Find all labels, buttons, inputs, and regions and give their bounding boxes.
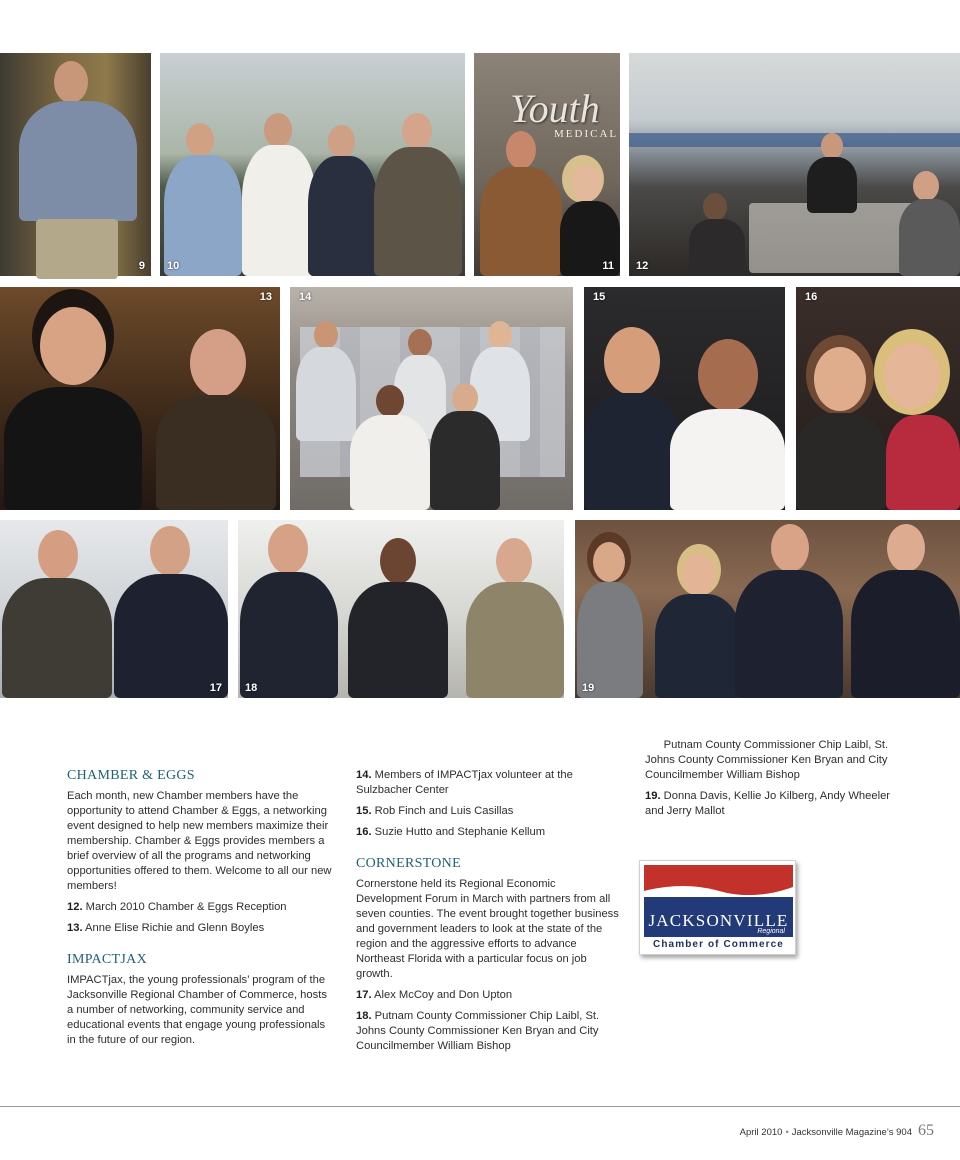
photo-number: 15 bbox=[593, 291, 606, 303]
page-footer bbox=[740, 1122, 934, 1140]
caption-13: 13. Anne Elise Richie and Glenn Boyles bbox=[67, 922, 265, 934]
photo-number: 19 bbox=[582, 682, 595, 694]
impactjax-body: IMPACTjax, the young professionals’ program of the Jacksonville Regional Chamber of Commerce, hosts a number of networking, community service and educational events that engage young professionals in the future of our region. bbox=[67, 974, 327, 1046]
photo-12 bbox=[629, 53, 960, 276]
cornerstone-body: Cornerstone held its Regional Economic Development Forum in March with partners from all seven counties. The event brought together business and government leaders to look at the state of the region and the aggressive efforts to advance Northeast Florida with a particular focus on job growth. bbox=[356, 878, 619, 980]
caption-14: 14. Members of IMPACTjax volunteer at the Sulzbacher Center bbox=[356, 769, 573, 796]
photo-number: 17 bbox=[209, 682, 222, 694]
caption-17: 17. Alex McCoy and Don Upton bbox=[356, 989, 513, 1001]
logo-title: JACKSONVILLE bbox=[648, 911, 789, 930]
section-heading-impactjax: IMPACTJAX bbox=[67, 952, 147, 967]
text-column-3 bbox=[645, 739, 910, 825]
caption-15: 15. Rob Finch and Luis Casillas bbox=[356, 805, 514, 817]
photo-11 bbox=[474, 53, 620, 276]
photo-17 bbox=[0, 520, 228, 698]
photo-number: 12 bbox=[636, 260, 649, 272]
medical-sign-text: MEDICAL bbox=[554, 128, 619, 140]
photo-9 bbox=[0, 53, 151, 276]
text-column-1 bbox=[67, 768, 332, 1054]
caption-19: 19. Donna Davis, Kellie Jo Kilberg, Andy Wheeler and Jerry Mallot bbox=[645, 790, 891, 817]
section-heading-chamber-eggs: CHAMBER & EGGS bbox=[67, 768, 195, 783]
logo-regional: Regional bbox=[757, 928, 785, 935]
caption-18: 18. Putnam County Commissioner Chip Laibl, St. Johns County Commissioner Ken Bryan and City Councilmember William Bishop bbox=[356, 1010, 600, 1052]
photo-13 bbox=[0, 287, 280, 510]
caption-12: 12. March 2010 Chamber & Eggs Reception bbox=[67, 901, 287, 913]
photo-number: 11 bbox=[602, 260, 614, 272]
logo-subtitle: Chamber of Commerce bbox=[653, 939, 784, 950]
photo-10 bbox=[160, 53, 465, 276]
photo-number: 16 bbox=[805, 291, 818, 303]
photo-number: 14 bbox=[299, 291, 312, 303]
photo-number: 9 bbox=[138, 260, 145, 272]
caption-18-continued: Putnam County Commissioner Chip Laibl, St. Johns County Commissioner Ken Bryan and City Councilmember William Bishop bbox=[645, 739, 889, 781]
chamber-eggs-body: Each month, new Chamber members have the opportunity to attend Chamber & Eggs, a networking event designed to help new members maximize their membership. Chamber & Eggs provides members a brief overview of all the programs and networking opportunities offered to them. Welcome to all our new members! bbox=[67, 790, 332, 892]
jacksonville-chamber-logo bbox=[639, 860, 796, 955]
photo-number: 10 bbox=[167, 260, 180, 272]
footer-separator: • bbox=[785, 1127, 789, 1138]
text-column-2 bbox=[356, 768, 621, 1052]
photo-14 bbox=[290, 287, 573, 510]
photo-number: 18 bbox=[245, 682, 258, 694]
photo-16 bbox=[796, 287, 960, 510]
page-number: 65 bbox=[918, 1122, 934, 1139]
footer-date: April 2010 bbox=[739, 1127, 783, 1138]
photo-15 bbox=[584, 287, 785, 510]
photo-18 bbox=[238, 520, 564, 698]
youth-sign-text: Youth bbox=[510, 86, 600, 131]
section-heading-cornerstone: CORNERSTONE bbox=[356, 856, 461, 871]
photo-number: 13 bbox=[259, 291, 272, 303]
footer-publication: Jacksonville Magazine’s 904 bbox=[791, 1127, 912, 1138]
caption-16: 16. Suzie Hutto and Stephanie Kellum bbox=[356, 826, 546, 838]
photo-19 bbox=[575, 520, 960, 698]
footer-rule bbox=[0, 1106, 960, 1107]
